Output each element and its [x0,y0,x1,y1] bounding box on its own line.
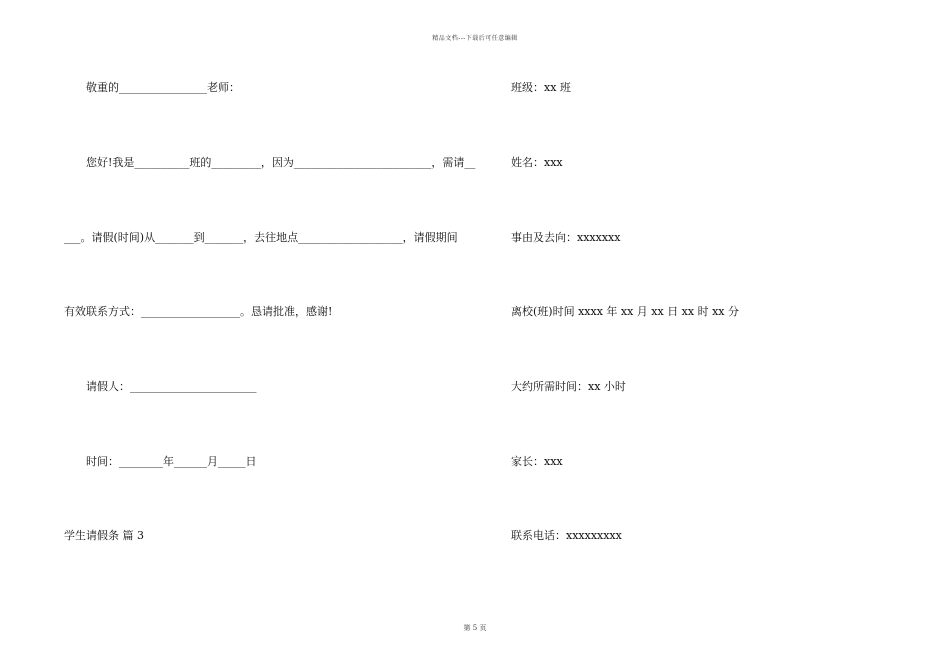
body-line-2: ___。请假(时间)从_______到_______，去往地点___________________，请假期间 [64,231,458,244]
body-line-1: 您好!我是__________班的_________，因为_________________________，需请__ [86,156,476,169]
salutation-line: 敬重的________________老师： [86,81,240,94]
reason-line: 事由及去向：xxxxxxx [511,231,621,244]
parent-line: 家长：xxx [511,455,563,468]
page-number: 第 5 页 [463,624,487,632]
phone-line: 联系电话：xxxxxxxxx [511,529,622,542]
class-line: 班级：xx 班 [511,81,571,94]
leave-time-line: 离校(班)时间 xxxx 年 xx 月 xx 日 xx 时 xx 分 [511,305,739,318]
duration-line: 大约所需时间：xx 小时 [511,380,626,393]
body-line-3: 有效联系方式：__________________。恳请批准，感谢! [64,305,333,318]
date-line: 时间：________年______月_____日 [86,455,257,468]
page-header: 精品文档---下载后可任意编辑 [432,35,518,42]
section-title: 学生请假条 篇 3 [64,529,144,542]
applicant-line: 请假人：_______________________ [86,380,257,393]
name-line: 姓名：xxx [511,156,563,169]
